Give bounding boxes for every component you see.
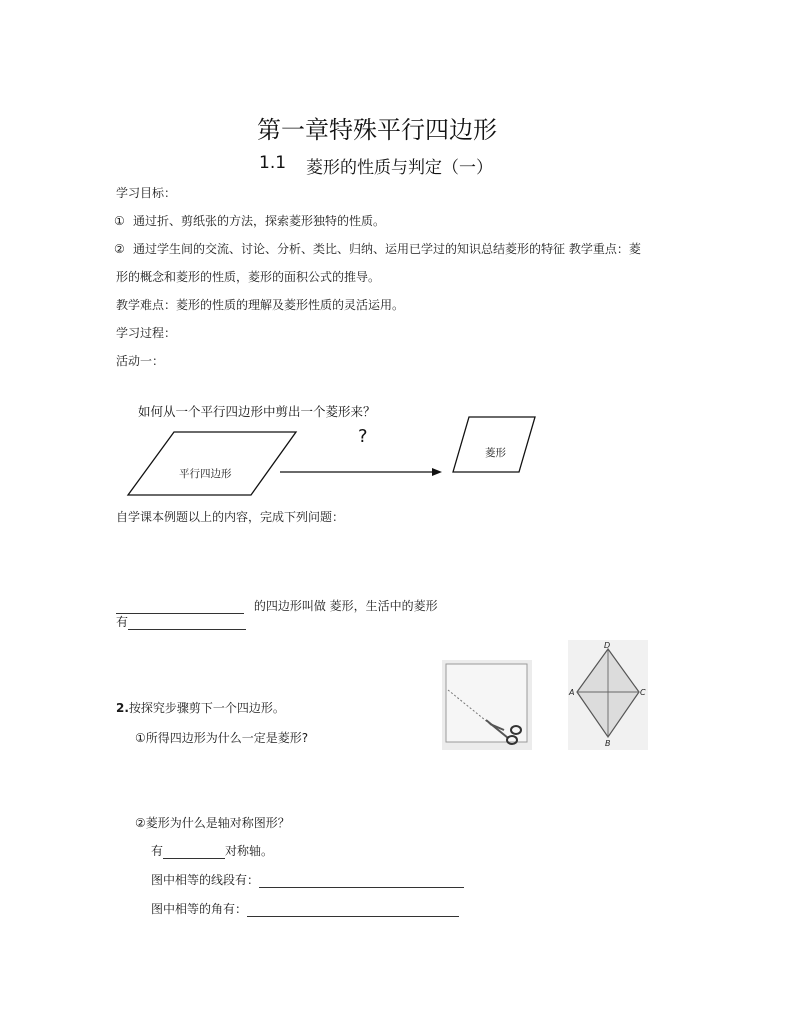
definition-blank[interactable] <box>116 601 244 614</box>
section-title: 菱形的性质与判定（一） <box>306 158 493 178</box>
rhombus-abcd-figure <box>568 640 648 750</box>
equal-segments-line <box>151 872 464 888</box>
goals-label: 学习目标： <box>116 186 177 200</box>
axes-prefix: 有 <box>151 844 164 858</box>
definition-suffix: 的四边形叫做 菱形，生活中的菱形 <box>253 599 438 613</box>
item-2-number: 2. <box>116 701 129 715</box>
diagram-question: 如何从一个平行四边形中剪出一个菱形来？ <box>138 404 376 419</box>
vertex-label-b: B <box>605 739 611 748</box>
definition-line <box>116 598 438 614</box>
self-study-text: 自学课本例题以上的内容，完成下列问题： <box>116 510 345 524</box>
equal-segments-prefix: 图中相等的线段有： <box>151 873 260 887</box>
life-examples-blank[interactable] <box>128 617 246 630</box>
goal-2-marker: ② <box>114 242 125 256</box>
question-1: ①所得四边形为什么一定是菱形? <box>135 731 309 745</box>
vertex-label-c: C <box>640 688 646 697</box>
vertex-label-d: D <box>604 641 611 650</box>
process-label: 学习过程： <box>116 326 177 340</box>
item-2-line <box>116 700 285 716</box>
parallelogram-label: 平行四边形 <box>179 468 232 480</box>
arrow-head <box>432 468 442 476</box>
goal-2-line-2: 形的概念和菱形的性质，菱形的面积公式的推导。 <box>116 270 381 284</box>
parallelogram-shape <box>128 432 296 495</box>
equal-angles-line <box>151 901 459 917</box>
axes-blank[interactable] <box>163 846 225 859</box>
life-examples-line <box>116 614 246 630</box>
item-2-text: 按探究步骤剪下一个四边形。 <box>128 701 285 715</box>
axes-line <box>151 843 273 859</box>
cut-diagram <box>118 395 548 500</box>
goal-1-marker: ① <box>114 214 125 228</box>
equal-angles-prefix: 图中相等的角有： <box>151 902 248 916</box>
goal-1-text: 通过折、剪纸张的方法，探索菱形独特的性质。 <box>133 214 386 228</box>
question-2: ②菱形为什么是轴对称图形？ <box>135 816 290 830</box>
rhombus-shape <box>453 417 535 472</box>
axes-suffix: 对称轴。 <box>225 844 274 858</box>
life-examples-prefix: 有 <box>116 615 129 629</box>
paper-cutting-illustration <box>442 660 532 750</box>
section-number: 1.1 <box>259 153 287 173</box>
activity-label: 活动一： <box>116 354 165 368</box>
equal-segments-blank[interactable] <box>259 875 464 888</box>
diagram-question-mark: ? <box>358 426 368 447</box>
goal-2-line-1: 通过学生间的交流、讨论、分析、类比、归纳、运用已学过的知识总结菱形的特征 教学重点：菱 <box>133 242 641 256</box>
chapter-title: 第一章特殊平行四边形 <box>257 116 497 144</box>
vertex-label-a: A <box>569 688 575 697</box>
equal-angles-blank[interactable] <box>247 904 459 917</box>
paper-sheet <box>446 664 527 742</box>
difficulty-text: 教学难点：菱形的性质的理解及菱形性质的灵活运用。 <box>116 298 405 312</box>
rhombus-label: 菱形 <box>485 447 506 459</box>
